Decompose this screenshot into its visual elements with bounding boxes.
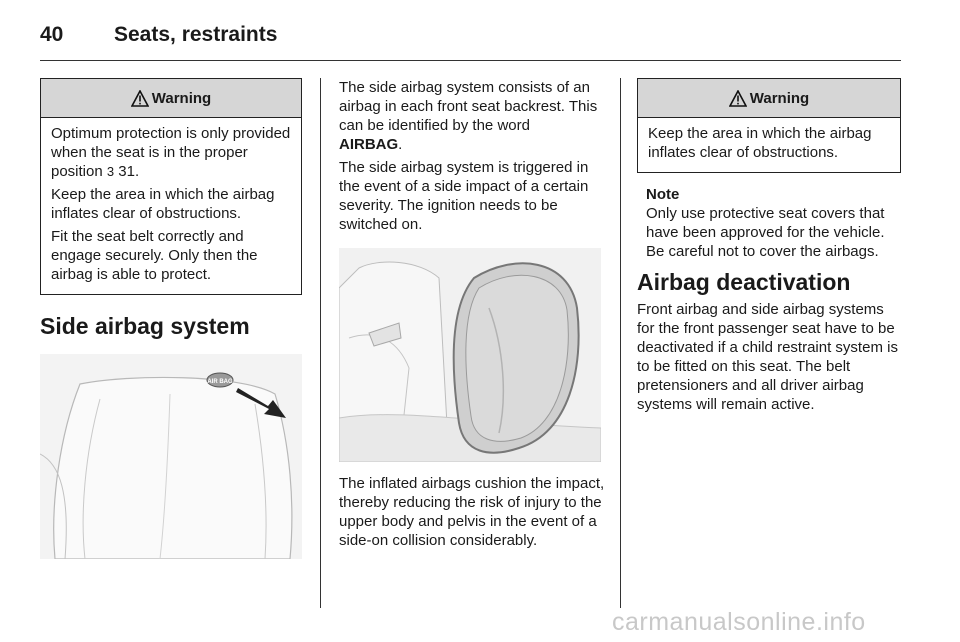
warning-triangle-icon (131, 90, 149, 107)
warning-paragraph: Keep the area in which the airbag inflates clear of obstructions. (51, 186, 275, 222)
column-2 (339, 78, 605, 554)
inflated-airbag-text: The inflated airbags cushion the impact, thereby reducing the risk of injury to the upper body and pelvis in the event of a side-on collision considerably. (339, 475, 605, 549)
warning-box (40, 78, 302, 295)
page-ref-icon: 3 (106, 164, 115, 179)
column-divider-1 (320, 78, 321, 608)
warning-title: Warning (151, 89, 212, 107)
warning-header (41, 79, 301, 118)
warning-paragraph: Keep the area in which the airbag inflates clear of obstructions. (648, 125, 872, 161)
column-divider-2 (620, 78, 621, 608)
warning-triangle-icon (729, 90, 747, 107)
header-divider (40, 60, 901, 61)
heading-airbag-deactivation: Airbag deactivation (637, 269, 851, 295)
airbag-deactivation-text: Front airbag and side airbag systems for the front passenger seat have to be deactivated if a child restraint system is to be fitted on this seat. The belt pretensioners and all driver airbag systems will remain active. (637, 301, 898, 413)
column-3 (637, 78, 901, 418)
heading-side-airbag: Side airbag system (40, 313, 250, 339)
warning-paragraph: Fit the seat belt correctly and engage securely. Only then the airbag is able to protect. (51, 228, 258, 283)
airbag-keyword: AIRBAG (339, 136, 399, 153)
section-title: Seats, restraints (114, 23, 278, 46)
note-block (637, 185, 901, 261)
warning-title: Warning (749, 89, 810, 107)
watermark: carmanualsonline.info (612, 608, 866, 636)
seat-airbag-label-figure (40, 354, 302, 559)
page-header (40, 18, 277, 52)
side-airbag-trigger-text: The side airbag system is triggered in the event of a side impact of a certain severity. The ignition needs to be switched on. (339, 159, 589, 233)
note-label: Note (646, 186, 680, 203)
airbag-emblem-label: AIR BAG (207, 379, 233, 385)
page-number: 40 (40, 23, 64, 46)
inflated-side-airbag-figure (339, 248, 601, 462)
page-ref-link[interactable]: 31. (118, 163, 140, 180)
note-text: Only use protective seat covers that have been approved for the vehicle. Be careful not to cover the airbags. (646, 205, 885, 260)
warning-header (638, 79, 900, 118)
side-airbag-description: The side airbag system consists of an airbag in each front seat backrest. This can be identified by the word AIRBAG. (339, 79, 598, 153)
warning-paragraph: Optimum protection is only provided when the seat is in the proper position 3 31. (51, 125, 291, 180)
warning-box (637, 78, 901, 173)
column-1 (40, 78, 302, 559)
